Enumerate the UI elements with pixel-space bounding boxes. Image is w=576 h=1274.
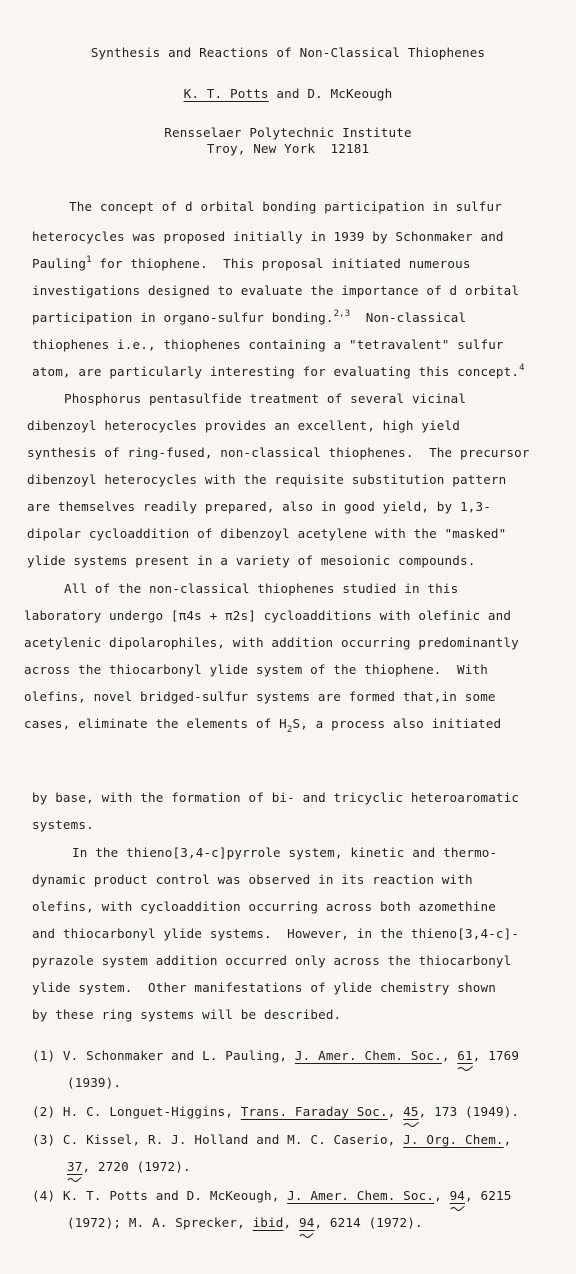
text-line: participation in organo-sulfur bonding.$^{2,3}$ Non-classical xyxy=(32,309,467,325)
reference-1-cont: (1939). xyxy=(67,1075,122,1090)
reference-3: (3) C. Kissel, R. J. Holland and M. C. Caserio, J. Org. Chem., xyxy=(32,1132,512,1147)
text-line: Phosphorus pentasulfide treatment of several vicinal xyxy=(64,391,467,406)
text-line: thiophenes i.e., thiophenes containing a "tetravalent" sulfur xyxy=(32,337,504,352)
citation-superscript: 4 xyxy=(519,363,525,373)
text-line: investigations designed to evaluate the importance of d orbital xyxy=(32,283,520,298)
text-line: atom, are particularly interesting for evaluating this concept.$^4$ xyxy=(32,363,525,379)
reference-4-cont: (1972); M. A. Sprecker, ibid, 94, 6214 (1972). xyxy=(67,1215,423,1230)
journal-name: ibid xyxy=(252,1215,284,1230)
text-line: and thiocarbonyl ylide systems. However, in the thieno[3,4-c]- xyxy=(32,926,520,941)
reference-4: (4) K. T. Potts and D. McKeough, J. Amer. Chem. Soc., 94, 6215 xyxy=(32,1188,512,1203)
text-line: olefins, novel bridged-sulfur systems are formed that,in some xyxy=(24,689,496,704)
journal-name: J. Org. Chem. xyxy=(403,1132,504,1147)
text-line: dibenzoyl heterocycles provides an excellent, high yield xyxy=(27,418,460,433)
volume-number: 45 xyxy=(403,1104,419,1119)
text-line: heterocycles was proposed initially in 1939 by Schonmaker and xyxy=(32,229,504,244)
citation-superscript: 1 xyxy=(86,255,92,265)
text-line: across the thiocarbonyl ylide system of the thiophene. With xyxy=(24,662,488,677)
text-line: laboratory undergo [π4s + π2s] cycloadditions with olefinic and xyxy=(24,608,512,623)
text-line: pyrazole system addition occurred only across the thiocarbonyl xyxy=(32,953,512,968)
text-line: cases, eliminate the elements of $H_2S$, a process also initiated xyxy=(24,716,502,735)
text-line: In the thieno[3,4-c]pyrrole system, kinetic and thermo- xyxy=(72,845,498,860)
subscript: 2 xyxy=(286,725,293,735)
reference-3-cont: 37, 2720 (1972). xyxy=(67,1159,191,1174)
text-line: ylide systems present in a variety of mesoionic compounds. xyxy=(27,553,476,568)
text-line: by these ring systems will be described. xyxy=(32,1007,342,1022)
volume-number: 94 xyxy=(298,1215,315,1230)
co-author: and D. McKeough xyxy=(268,86,393,101)
journal-name: Trans. Faraday Soc. xyxy=(240,1104,388,1119)
journal-name: J. Amer. Chem. Soc. xyxy=(294,1048,442,1063)
text-line: acetylenic dipolarophiles, with addition occurring predominantly xyxy=(24,635,519,650)
reference-2: (2) H. C. Longuet-Higgins, Trans. Faraday Soc., 45, 173 (1949). xyxy=(32,1104,520,1119)
reference-1: (1) V. Schonmaker and L. Pauling, J. Amer. Chem. Soc., 61, 1769 xyxy=(32,1048,520,1063)
authors xyxy=(0,88,576,101)
text-line: synthesis of ring-fused, non-classical thiophenes. The precursor xyxy=(27,445,530,460)
text-line: Pauling$^1$ for thiophene. This proposal initiated numerous xyxy=(32,255,471,271)
text-line: dibenzoyl heterocycles with the requisite substitution pattern xyxy=(27,472,507,487)
citation-superscript: 2,3 xyxy=(333,309,351,319)
text-line: olefins, with cycloaddition occurring across both azomethine xyxy=(32,899,496,914)
institution: Rensselaer Polytechnic Institute xyxy=(164,125,412,140)
text-line: systems. xyxy=(32,817,94,832)
volume-number: 37 xyxy=(67,1159,83,1174)
volume-number: 94 xyxy=(449,1188,466,1203)
text-line: ylide system. Other manifestations of ylide chemistry shown xyxy=(32,980,496,995)
text-line: All of the non-classical thiophenes studied in this xyxy=(64,581,459,596)
paper-title: Synthesis and Reactions of Non-Classical Thiophenes xyxy=(90,45,486,60)
text-line: dipolar cycloaddition of dibenzoyl acetylene with the "masked" xyxy=(27,526,507,541)
presenting-author: K. T. Potts xyxy=(183,86,269,101)
volume-number: 61 xyxy=(457,1048,473,1063)
text-line: by base, with the formation of bi- and tricyclic heteroaromatic xyxy=(32,790,520,805)
address: Troy, New York 12181 xyxy=(206,141,370,156)
text-line: dynamic product control was observed in its reaction with xyxy=(32,872,473,887)
text-line: are themselves readily prepared, also in good yield, by 1,3- xyxy=(27,499,491,514)
journal-name: J. Amer. Chem. Soc. xyxy=(287,1188,435,1203)
text-line: The concept of d orbital bonding participation in sulfur xyxy=(69,199,502,214)
